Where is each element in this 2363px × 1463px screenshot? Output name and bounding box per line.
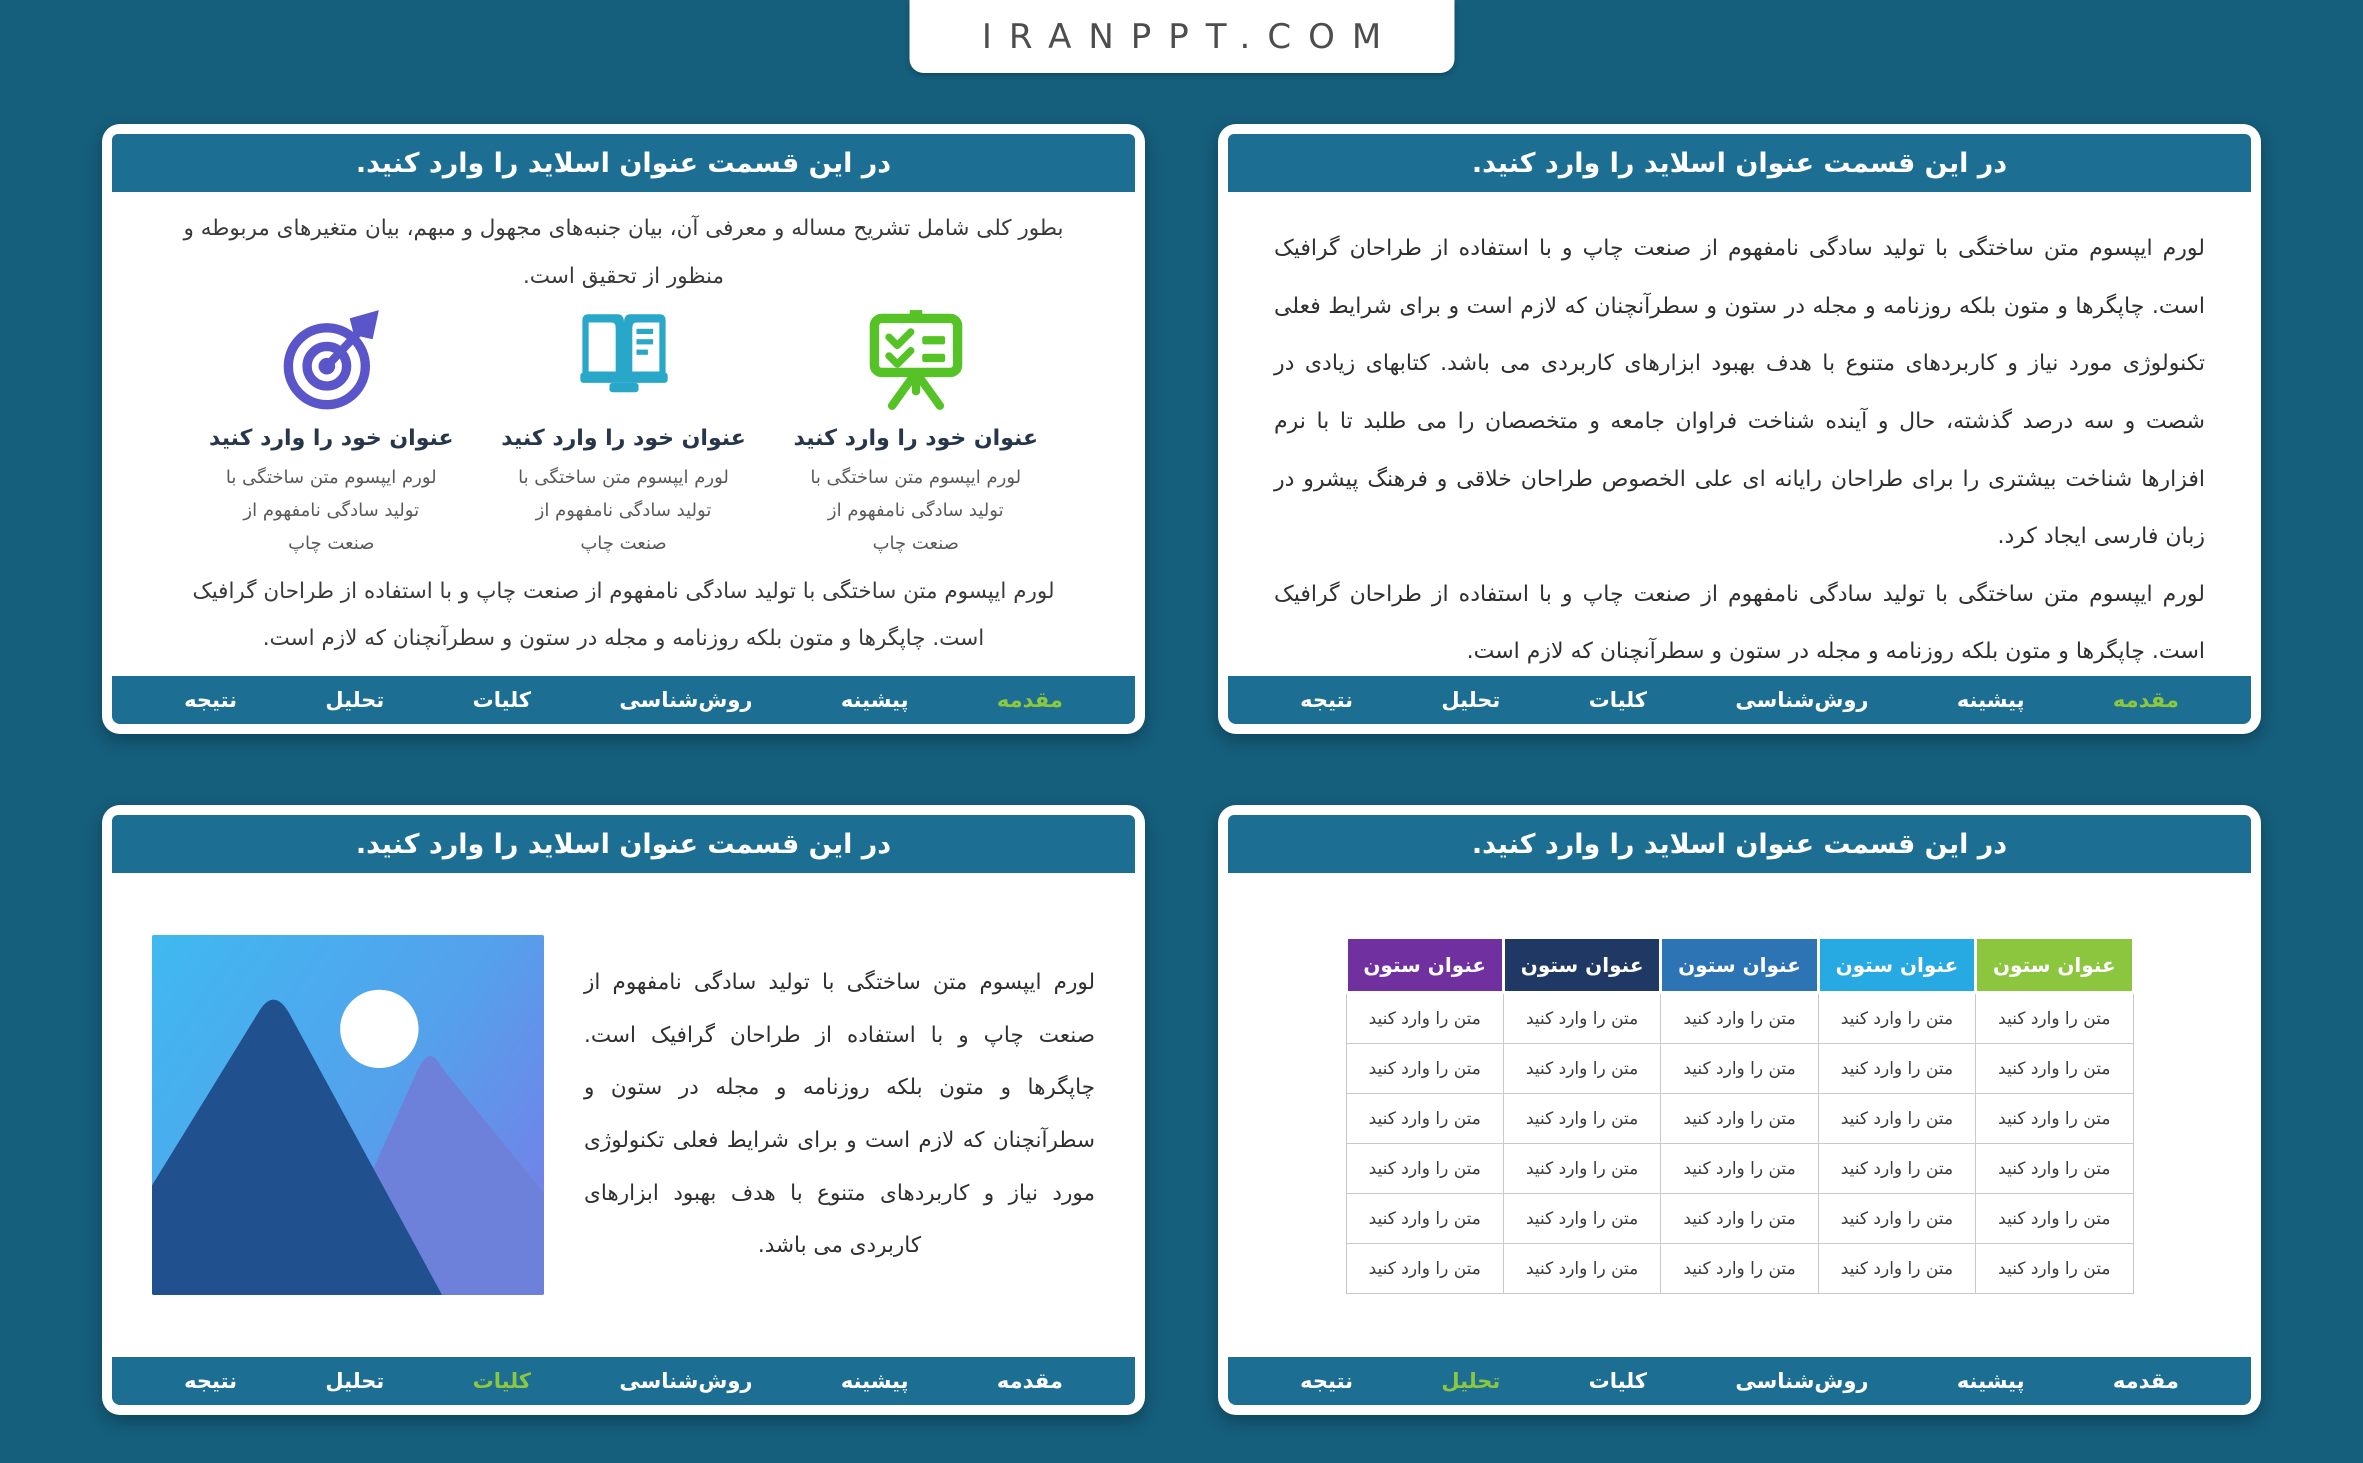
slide-footer-nav — [112, 676, 1135, 724]
table-cell[interactable]: متن را وارد کنید — [1503, 993, 1660, 1044]
table-cell[interactable]: متن را وارد کنید — [1818, 1094, 1975, 1144]
feature-item — [206, 308, 456, 561]
table-body-rows — [1346, 993, 2133, 1294]
footer-nav-item[interactable]: روش‌شناسی — [1735, 688, 1869, 712]
table-header-row — [1346, 938, 2133, 993]
feature-heading: عنوان خود را وارد کنید — [793, 425, 1039, 451]
table-cell[interactable]: متن را وارد کنید — [1976, 1094, 2133, 1144]
table-header-cell: عنوان ستون — [1503, 938, 1660, 993]
table-cell[interactable]: متن را وارد کنید — [1503, 1144, 1660, 1194]
footer-nav-item[interactable]: نتیجه — [184, 1369, 238, 1393]
slide-body — [1228, 873, 2251, 1357]
slide-title: در این قسمت عنوان اسلاید را وارد کنید. — [1471, 147, 2008, 179]
feature-text: لورم ایپسوم متن ساختگی با تولید سادگی نامفهوم از صنعت چاپ — [518, 466, 729, 555]
table-cell[interactable]: متن را وارد کنید — [1818, 1144, 1975, 1194]
table-header-cell: عنوان ستون — [1818, 938, 1975, 993]
table-cell[interactable]: متن را وارد کنید — [1346, 1044, 1503, 1094]
footer-nav-item[interactable]: پیشینه — [1956, 688, 2025, 712]
table-cell[interactable]: متن را وارد کنید — [1976, 1194, 2133, 1244]
table-cell[interactable]: متن را وارد کنید — [1661, 993, 1818, 1044]
table-row — [1346, 1094, 2133, 1144]
presentation-board-icon — [864, 308, 968, 412]
slide-body — [112, 192, 1135, 676]
body-paragraph: لورم ایپسوم متن ساختگی با تولید سادگی نامفهوم از صنعت چاپ و با استفاده از طراحان گرافیک است. چاپگرها و متون بلکه روزنامه و مجله در ستون و سطرآنچنان که لازم است. — [1274, 581, 2205, 665]
footer-nav-item[interactable]: تحلیل — [1441, 1369, 1501, 1393]
feature-item — [791, 308, 1041, 561]
open-book-icon — [572, 308, 676, 412]
slide-body — [112, 873, 1135, 1357]
table-cell[interactable]: متن را وارد کنید — [1661, 1144, 1818, 1194]
footer-nav-item[interactable]: نتیجه — [1300, 688, 1354, 712]
footer-nav-item[interactable]: تحلیل — [325, 1369, 385, 1393]
table-cell[interactable]: متن را وارد کنید — [1976, 1244, 2133, 1294]
footer-nav-item[interactable]: تحلیل — [325, 688, 385, 712]
footer-nav-item[interactable]: روش‌شناسی — [619, 1369, 753, 1393]
table-row — [1346, 1194, 2133, 1244]
slide-header — [1228, 815, 2251, 873]
slide-card-text[interactable] — [1218, 124, 2261, 734]
brand-text: IRANPPT.COM — [981, 16, 1399, 57]
table-cell[interactable]: متن را وارد کنید — [1661, 1094, 1818, 1144]
footer-nav-item[interactable]: کلیات — [472, 688, 532, 712]
footer-nav-item[interactable]: پیشینه — [840, 1369, 909, 1393]
slide-card-image[interactable] — [102, 805, 1145, 1415]
table-cell[interactable]: متن را وارد کنید — [1346, 1244, 1503, 1294]
footer-nav-item[interactable]: کلیات — [1588, 688, 1648, 712]
footer-nav-item[interactable]: مقدمه — [996, 1369, 1063, 1393]
footer-nav-item[interactable]: مقدمه — [996, 688, 1063, 712]
features-row — [164, 308, 1083, 561]
table-cell[interactable]: متن را وارد کنید — [1818, 993, 1975, 1044]
footer-nav-item[interactable]: نتیجه — [184, 688, 238, 712]
brand-badge — [909, 0, 1454, 73]
feature-heading: عنوان خود را وارد کنید — [208, 425, 454, 451]
slide-title: در این قسمت عنوان اسلاید را وارد کنید. — [1471, 828, 2008, 860]
slide-footer-nav — [1228, 1357, 2251, 1405]
mountain-sun-graphic — [152, 935, 544, 1295]
slide-header — [1228, 134, 2251, 192]
slide-title: در این قسمت عنوان اسلاید را وارد کنید. — [355, 147, 892, 179]
footer-nav-item[interactable]: نتیجه — [1300, 1369, 1354, 1393]
table-row — [1346, 993, 2133, 1044]
footer-nav-item[interactable]: روش‌شناسی — [619, 688, 753, 712]
slide-body — [1228, 192, 2251, 676]
slide-title: در این قسمت عنوان اسلاید را وارد کنید. — [355, 828, 892, 860]
table-cell[interactable]: متن را وارد کنید — [1346, 1194, 1503, 1244]
image-placeholder[interactable] — [152, 935, 544, 1295]
table-cell[interactable]: متن را وارد کنید — [1661, 1044, 1818, 1094]
table-cell[interactable]: متن را وارد کنید — [1661, 1194, 1818, 1244]
table-cell[interactable]: متن را وارد کنید — [1346, 1144, 1503, 1194]
outro-paragraph: لورم ایپسوم متن ساختگی با تولید سادگی نامفهوم از صنعت چاپ و با استفاده از طراحان گرافیک است. چاپگرها و متون بلکه روزنامه و مجله در ستون و سطرآنچنان که لازم است. — [192, 578, 1055, 652]
footer-nav-item[interactable]: پیشینه — [1956, 1369, 2025, 1393]
target-icon — [279, 308, 383, 412]
slide-header — [112, 815, 1135, 873]
slide-footer-nav — [1228, 676, 2251, 724]
footer-nav-item[interactable]: کلیات — [1588, 1369, 1648, 1393]
table-cell[interactable]: متن را وارد کنید — [1976, 993, 2133, 1044]
footer-nav-item[interactable]: مقدمه — [2112, 688, 2179, 712]
slide-header — [112, 134, 1135, 192]
table-cell[interactable]: متن را وارد کنید — [1976, 1144, 2133, 1194]
table-cell[interactable]: متن را وارد کنید — [1503, 1094, 1660, 1144]
intro-paragraph: بطور کلی شامل تشریح مساله و معرفی آن، بیان جنبه‌های مجهول و مبهم، بیان متغیرهای مربوطه و منظور از تحقیق است. — [183, 216, 1064, 289]
feature-text: لورم ایپسوم متن ساختگی با تولید سادگی نامفهوم از صنعت چاپ — [810, 466, 1022, 555]
table-cell[interactable]: متن را وارد کنید — [1503, 1244, 1660, 1294]
table-cell[interactable]: متن را وارد کنید — [1818, 1044, 1975, 1094]
footer-nav-item[interactable]: مقدمه — [2112, 1369, 2179, 1393]
feature-text: لورم ایپسوم متن ساختگی با تولید سادگی نامفهوم از صنعت چاپ — [225, 466, 437, 555]
table-header-cell: عنوان ستون — [1346, 938, 1503, 993]
table-cell[interactable]: متن را وارد کنید — [1661, 1244, 1818, 1294]
body-paragraph: لورم ایپسوم متن ساختگی با تولید سادگی نامفهوم از صنعت چاپ و با استفاده از طراحان گرافیک است. چاپگرها و متون بلکه روزنامه و مجله در ستون و سطرآنچنان که لازم است و برای شرایط فعلی تکنولوژی مورد نیاز و کاربردهای متنوع با هدف بهبود ابزارهای کاربردی می باشد. کتابهای زیادی در شصت و سه درصد گذشته، حال و آینده شناخت فراوان جامعه و متخصصان را می طلبد تا با نرم افزارها شناخت بیشتری را برای طراحان رایانه ای علی الخصوص طراحان خلاقی و فرهنگ پیشرو در زبان فارسی ایجاد کرد. — [1274, 236, 2205, 550]
table-header-cell: عنوان ستون — [1976, 938, 2133, 993]
footer-nav-item[interactable]: پیشینه — [840, 688, 909, 712]
footer-nav-item[interactable]: کلیات — [472, 1369, 532, 1393]
table-row — [1346, 1144, 2133, 1194]
table-cell[interactable]: متن را وارد کنید — [1976, 1044, 2133, 1094]
table-cell[interactable]: متن را وارد کنید — [1346, 1094, 1503, 1144]
table-head — [1346, 938, 2133, 993]
slide-card-features[interactable] — [102, 124, 1145, 734]
table-header-cell: عنوان ستون — [1661, 938, 1818, 993]
footer-nav-item[interactable]: تحلیل — [1441, 688, 1501, 712]
table-row — [1346, 1044, 2133, 1094]
table-cell[interactable]: متن را وارد کنید — [1503, 1044, 1660, 1094]
slide-card-table[interactable] — [1218, 805, 2261, 1415]
feature-heading: عنوان خود را وارد کنید — [501, 425, 746, 451]
table-cell[interactable]: متن را وارد کنید — [1818, 1244, 1975, 1294]
content-table — [1345, 936, 2135, 1294]
feature-item — [499, 308, 749, 561]
slide-footer-nav — [112, 1357, 1135, 1405]
table-cell[interactable]: متن را وارد کنید — [1346, 993, 1503, 1044]
table-cell[interactable]: متن را وارد کنید — [1503, 1194, 1660, 1244]
table-cell[interactable]: متن را وارد کنید — [1818, 1194, 1975, 1244]
table-row — [1346, 1244, 2133, 1294]
image-caption-text: لورم ایپسوم متن ساختگی با تولید سادگی نامفهوم از صنعت چاپ و با استفاده از طراحان گرافیک است. چاپگرها و متون بلکه روزنامه و مجله در ستون و سطرآنچنان که لازم است و برای شرایط فعلی تکنولوژی مورد نیاز و کاربردهای متنوع با هدف بهبود ابزارهای کاربردی می باشد. — [584, 969, 1095, 1259]
footer-nav-item[interactable]: روش‌شناسی — [1735, 1369, 1869, 1393]
